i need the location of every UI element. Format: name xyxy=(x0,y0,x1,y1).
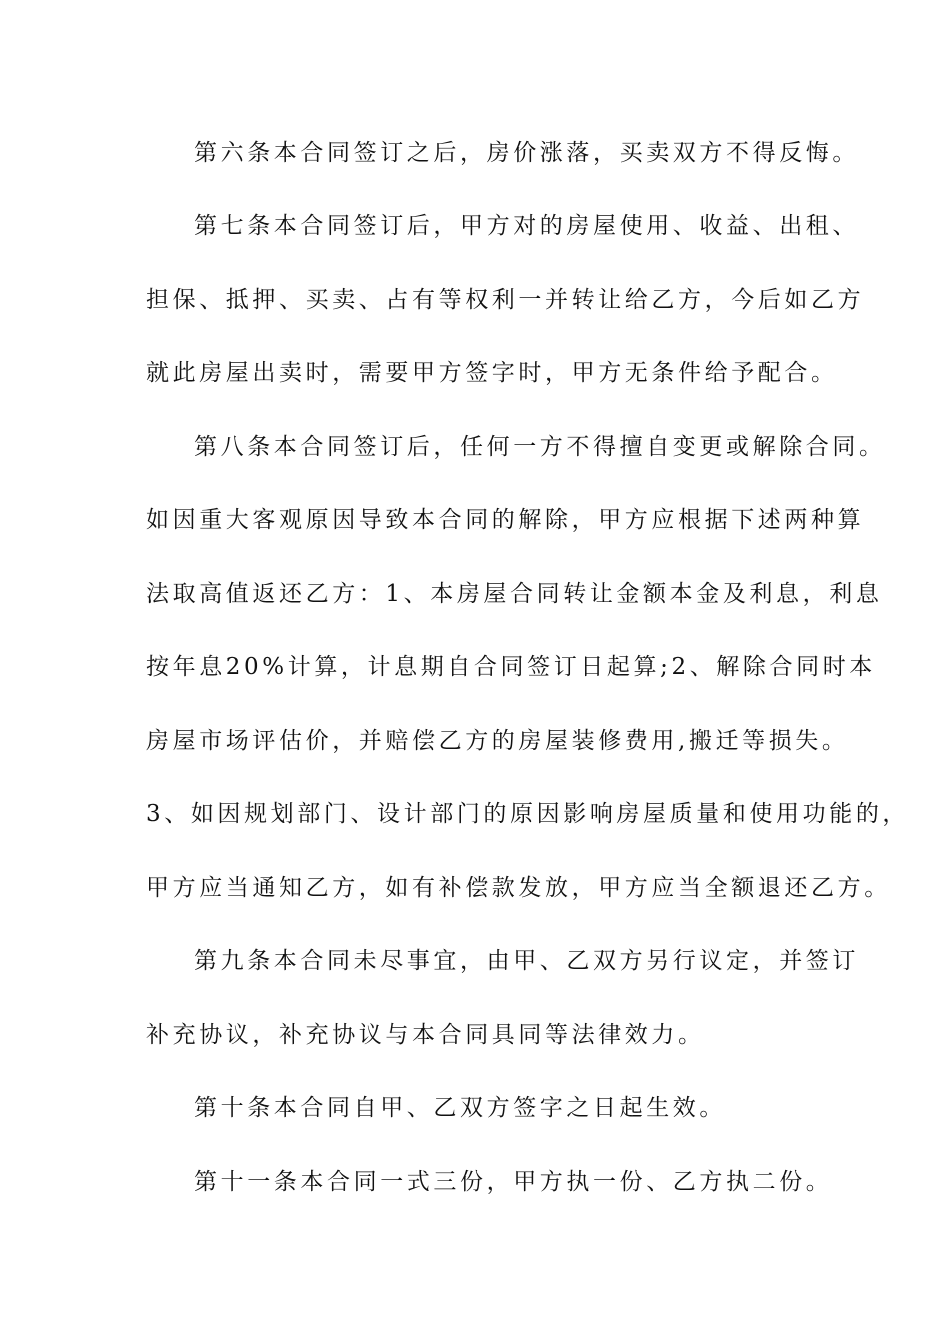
article-8-line-4: 按年息20%计算，计息期自合同签订日起算;2、解除合同时本 xyxy=(146,654,876,680)
article-6-line-1: 第六条本合同签订之后，房价涨落，买卖双方不得反悔。 xyxy=(194,140,859,166)
article-8-line-6: 3、如因规划部门、设计部门的原因影响房屋质量和使用功能的， xyxy=(146,801,910,827)
article-8-line-3: 法取高值返还乙方：1、本房屋合同转让金额本金及利息，利息 xyxy=(146,581,883,607)
article-7-line-3: 就此房屋出卖时，需要甲方签字时，甲方无条件给予配合。 xyxy=(146,360,838,386)
article-7-line-1: 第七条本合同签订后，甲方对的房屋使用、收益、出租、 xyxy=(194,213,859,239)
article-11-line-1: 第十一条本合同一式三份，甲方执一份、乙方执二份。 xyxy=(194,1169,833,1195)
article-9-line-1: 第九条本合同未尽事宜，由甲、乙双方另行议定，并签订 xyxy=(194,948,859,974)
article-7-line-2: 担保、抵押、买卖、占有等权利一并转让给乙方，今后如乙方 xyxy=(146,287,865,313)
article-8-line-2: 如因重大客观原因导致本合同的解除，甲方应根据下述两种算 xyxy=(146,507,865,533)
article-8-line-1: 第八条本合同签订后，任何一方不得擅自变更或解除合同。 xyxy=(194,434,886,460)
article-9-line-2: 补充协议，补充协议与本合同具同等法律效力。 xyxy=(146,1022,705,1048)
article-8-line-5: 房屋市场评估价，并赔偿乙方的房屋装修费用,搬迁等损失。 xyxy=(146,728,849,754)
article-8-line-7: 甲方应当通知乙方，如有补偿款发放，甲方应当全额退还乙方。 xyxy=(146,875,891,901)
article-10-line-1: 第十条本合同自甲、乙双方签字之日起生效。 xyxy=(194,1095,726,1121)
